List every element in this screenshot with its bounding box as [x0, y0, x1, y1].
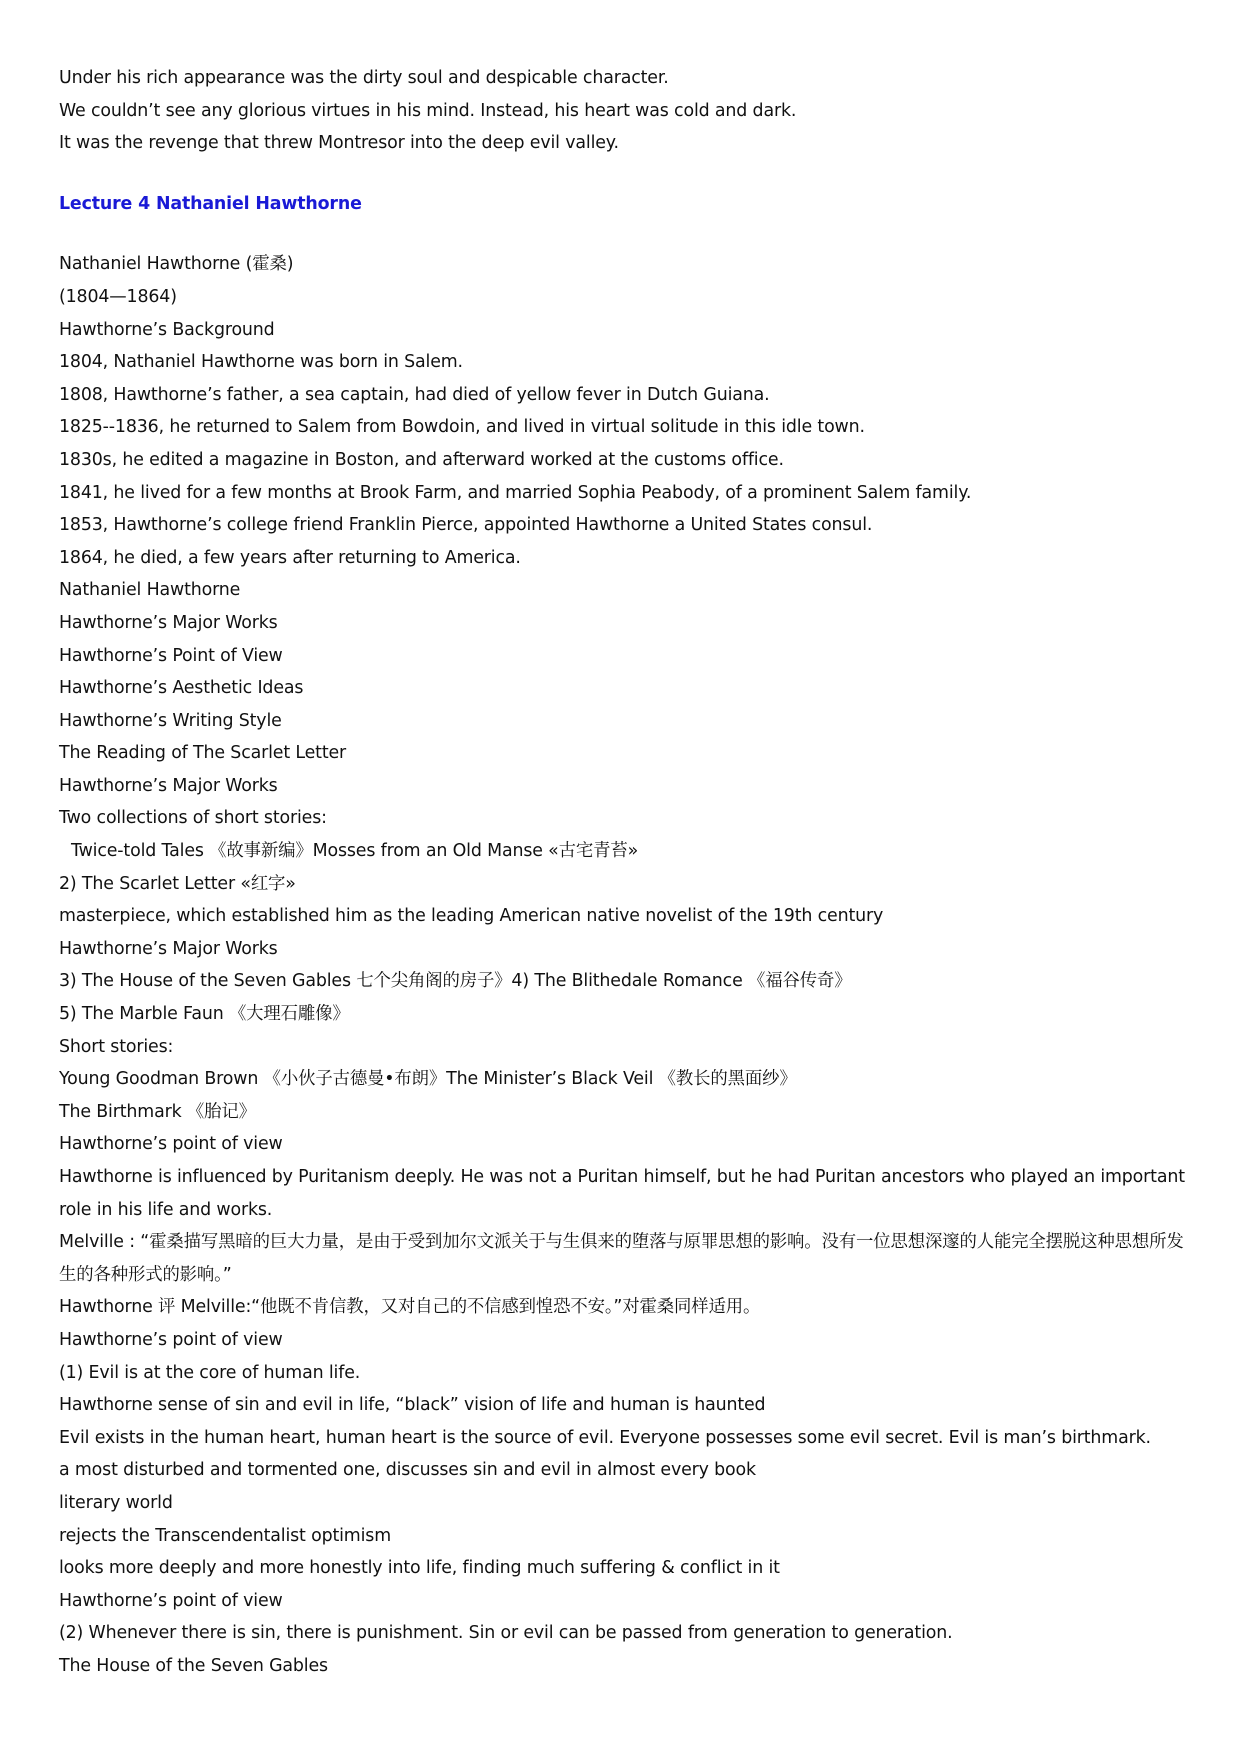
text-line: Hawthorne’s Background — [59, 319, 275, 340]
text-line: Hawthorne sense of sin and evil in life, “black” vision of life and human is haunted — [59, 1395, 766, 1416]
text-line: Young Goodman Brown 《小伙子古德曼•布朗》The Minister’s Black Veil 《教长的黑面纱》 — [59, 1069, 797, 1090]
text-line: Hawthorne’s point of view — [59, 1329, 283, 1350]
text-line: Nathaniel Hawthorne (霍桑) — [59, 254, 294, 275]
text-paragraph: Melville : “霍桑描写黑暗的巨大力量，是由于受到加尔文派关于与生俱来的堕落与原罪思想的影响。没有一位思想深邃的人能完全摆脱这种思想所发生的各种形式的影响。” — [59, 1232, 1184, 1285]
text-line: Hawthorne’s point of view — [59, 1134, 283, 1155]
text-line: It was the revenge that threw Montresor into the deep evil valley. — [59, 133, 619, 154]
text-line: rejects the Transcendentalist optimism — [59, 1525, 391, 1546]
text-line: 3) The House of the Seven Gables 七个尖角阁的房子》4) The Blithedale Romance 《福谷传奇》 — [59, 971, 852, 992]
text-line: Evil exists in the human heart, human heart is the source of evil. Everyone possesses some evil secret. Evil is man’s birthmark. — [59, 1427, 1151, 1448]
text-line: Hawthorne’s Major Works — [59, 775, 278, 796]
text-line: literary world — [59, 1492, 173, 1513]
text-line: 5) The Marble Faun 《大理石雕像》 — [59, 1004, 350, 1025]
text-line: Hawthorne’s Major Works — [59, 612, 278, 633]
text-line: masterpiece, which established him as the leading American native novelist of the 19th century — [59, 906, 884, 927]
text-line: 1804, Nathaniel Hawthorne was born in Salem. — [59, 352, 463, 373]
text-paragraph: Hawthorne is influenced by Puritanism deeply. He was not a Puritan himself, but he had Puritan ancestors who played an important role in his life and works. — [59, 1167, 1185, 1220]
text-line: Two collections of short stories: — [59, 808, 327, 829]
text-line: (1) Evil is at the core of human life. — [59, 1362, 361, 1383]
text-line: 1853, Hawthorne’s college friend Franklin Pierce, appointed Hawthorne a United States consul. — [59, 515, 873, 536]
text-line: 2) The Scarlet Letter «红字» — [59, 873, 296, 894]
text-line: Under his rich appearance was the dirty soul and despicable character. — [59, 68, 669, 88]
text-line: Short stories: — [59, 1036, 174, 1057]
text-line: The Birthmark 《胎记》 — [59, 1101, 256, 1122]
text-line: 1825--1836, he returned to Salem from Bowdoin, and lived in virtual solitude in this idle town. — [59, 417, 865, 438]
text-line: looks more deeply and more honestly into life, finding much suffering & conflict in it — [59, 1558, 780, 1579]
text-line: (1804—1864) — [59, 286, 177, 307]
text-line: Hawthorne’s Point of View — [59, 645, 283, 666]
text-line: We couldn’t see any glorious virtues in his mind. Instead, his heart was cold and dark. — [59, 100, 797, 121]
text-line: (2) Whenever there is sin, there is punishment. Sin or evil can be passed from generation to generation. — [59, 1623, 953, 1644]
text-line: Hawthorne’s Major Works — [59, 938, 278, 959]
document-body — [59, 62, 1189, 1683]
text-line: Nathaniel Hawthorne — [59, 580, 241, 601]
text-line: 1830s, he edited a magazine in Boston, and afterward worked at the customs office. — [59, 449, 784, 470]
text-line: a most disturbed and tormented one, discusses sin and evil in almost every book — [59, 1460, 756, 1481]
text-line: 1841, he lived for a few months at Brook Farm, and married Sophia Peabody, of a prominent Salem family. — [59, 482, 972, 503]
text-line: Hawthorne’s Writing Style — [59, 710, 282, 731]
lecture-heading: Lecture 4 Nathaniel Hawthorne — [59, 193, 362, 214]
text-line: The House of the Seven Gables — [59, 1655, 328, 1676]
text-line: Twice-told Tales 《故事新编》Mosses from an Old Manse «古宅青苔» — [71, 841, 639, 862]
text-line: Hawthorne 评 Melville:“他既不肯信教，又对自己的不信感到惶恐不安。”对霍桑同样适用。 — [59, 1297, 761, 1318]
text-line: Hawthorne’s Aesthetic Ideas — [59, 678, 304, 699]
text-line: 1808, Hawthorne’s father, a sea captain, had died of yellow fever in Dutch Guiana. — [59, 384, 770, 405]
text-line: The Reading of The Scarlet Letter — [59, 743, 347, 764]
text-line: Hawthorne’s point of view — [59, 1590, 283, 1611]
text-line: 1864, he died, a few years after returning to America. — [59, 547, 521, 568]
